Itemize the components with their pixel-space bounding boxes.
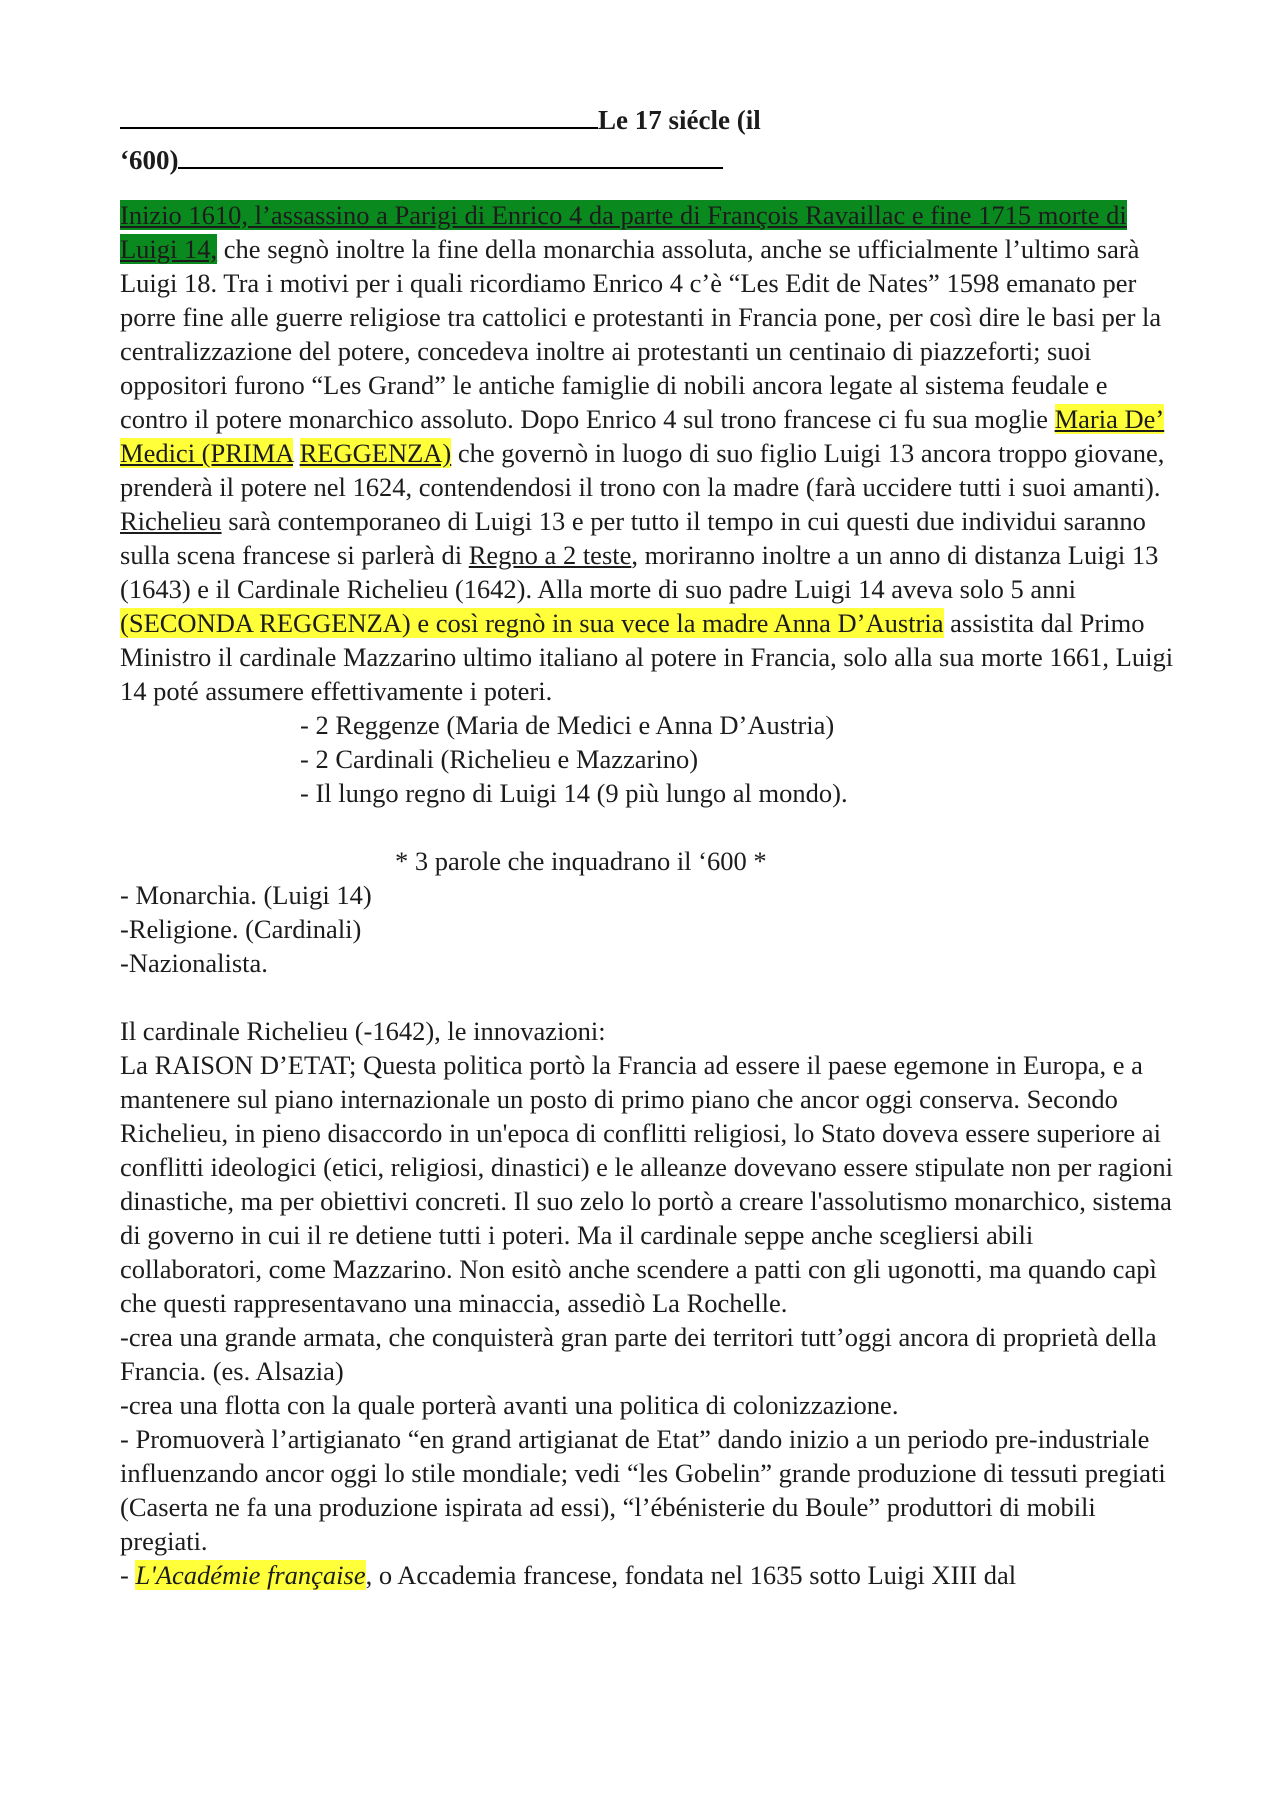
green-highlight-start: Inizio 1610, l’assassino a Parigi di Enrico 4 da parte di François Ravaillac e fine bbox=[120, 200, 979, 230]
three-words-item: -Religione. (Cardinali) bbox=[120, 914, 362, 944]
armata-item: -crea una grande armata, che conquisterà gran parte dei territori tutt’oggi ancora di proprietà della Francia. (es. Alsazia) bbox=[120, 1322, 1157, 1386]
intro-text-2: che governò in luogo di suo figlio Luigi 13 ancora troppo giovane, prenderà il potere nel 1624, contendendosi il trono con la madre (farà uccidere tutti i suoi amanti). bbox=[120, 438, 1165, 502]
intro-space bbox=[293, 438, 300, 468]
intro-text-3: sarà contemporaneo di Luigi 13 e per tutto il tempo in cui questi due individui saranno sulla scena francese si parlerà di bbox=[120, 506, 1146, 570]
yellow-highlight-maria: Maria De’ Medici (PRIMA bbox=[120, 404, 1165, 468]
yellow-highlight-reggenza: REGGENZA) bbox=[299, 438, 452, 468]
green-highlight-year: 1715 bbox=[978, 200, 1032, 230]
richelieu-heading: Il cardinale Richelieu (-1642), le innovazioni: bbox=[120, 1016, 606, 1046]
academie-rest: , o Accademia francese, fondata nel 1635 sotto Luigi XIII dal bbox=[365, 1560, 1017, 1590]
three-words-item: -Nazionalista. bbox=[120, 948, 268, 978]
raison-paragraph: La RAISON D’ETAT; Questa politica portò la Francia ad essere il paese egemone in Europa, e a mantenere sul piano internazionale un posto di primo piano che ancor oggi conserva. Secondo Richelieu, in pieno disaccordo in un'epoca di conflitti religiosi, lo Stato doveva essere superiore ai conflitti ideologici (etici, religiosi, dinastici) e le alleanze dovevano essere stipulate non per ragioni dinastiche, ma per obiettivi concreti. Il suo zelo lo portò a creare l'assolutismo monarchico, sistema di governo in cui il re detiene tutti i poteri. Ma il cardinale seppe anche scegliersi abili collaboratori, come Mazzarino. Non esitò anche scendere a patti con gli ugonotti, ma quando capì che questi rappresentavano una minaccia, assediò La Rochelle. bbox=[120, 1050, 1174, 1318]
flotta-item: -crea una flotta con la quale porterà avanti una politica di colonizzazione. bbox=[120, 1390, 899, 1420]
document-page bbox=[120, 100, 1180, 1592]
green-highlight-end: morte di Luigi 14, bbox=[120, 200, 1127, 264]
spacer bbox=[120, 980, 1180, 1014]
summary-item: - 2 Cardinali (Richelieu e Mazzarino) bbox=[300, 744, 699, 774]
three-words-item: - Monarchia. (Luigi 14) bbox=[120, 880, 372, 910]
academie-dash: - bbox=[120, 1560, 136, 1590]
spacer bbox=[120, 810, 1180, 844]
summary-item: - Il lungo regno di Luigi 14 (9 più lungo al mondo). bbox=[300, 778, 848, 808]
title-rule-left bbox=[120, 101, 598, 129]
intro-text-4: , moriranno inoltre a un anno di distanza Luigi 13 (1643) e il Cardinale Richelieu (1642). Alla morte di suo padre Luigi 14 aveva solo 5 anni bbox=[120, 540, 1159, 604]
title-line-2: ‘600) bbox=[120, 145, 179, 175]
academie-name: L'Académie française bbox=[135, 1560, 366, 1590]
intro-text-1: che segnò inoltre la fine della monarchia assoluta, anche se ufficialmente l’ultimo sarà Luigi 18. Tra i motivi per i quali ricordiamo Enrico 4 c’è “Les Edit de Nates” 1598 emanato per porre fine alle guerre religiose tra cattolici e protestanti in Francia pone, per così dire le basi per la centralizzazione del potere, concedeva inoltre ai protestanti un centinaio di piazzeforti; suoi oppositori furono “Les Grand” le antiche famiglie di nobili ancora legate al sistema feudale e contro il potere monarchico assoluto. Dopo Enrico 4 sul trono francese ci fu sua moglie bbox=[120, 234, 1162, 434]
yellow-highlight-seconda: (SECONDA REGGENZA) e così regnò in sua vece la madre Anna D’Austria bbox=[120, 608, 944, 638]
intro-text-5: assistita dal Primo Ministro il cardinale Mazzarino ultimo italiano al potere in Francia, solo alla sua morte 1661, Luigi 14 poté assumere effettivamente i poteri. bbox=[120, 608, 1174, 706]
title-line-1: Le 17 siécle (il bbox=[598, 105, 761, 135]
three-words-heading: * 3 parole che inquadrano il ‘600 * bbox=[395, 846, 767, 876]
academie-item bbox=[120, 1558, 1180, 1592]
intro-paragraph bbox=[120, 198, 1180, 708]
summary-item: - 2 Reggenze (Maria de Medici e Anna D’Austria) bbox=[300, 710, 835, 740]
underline-regno: Regno a 2 teste bbox=[468, 540, 632, 570]
document-title bbox=[120, 100, 1180, 180]
artigianato-item: - Promuoverà l’artigianato “en grand artigianat de Etat” dando inizio a un periodo pre-industriale influenzando ancor oggi lo stile mondiale; vedi “les Gobelin” grande produzione di tessuti pregiati (Caserta ne fa una produzione ispirata ad essi), “l’ébénisterie du Boule” produttori di mobili pregiati. bbox=[120, 1424, 1166, 1556]
title-rule-right bbox=[178, 141, 723, 169]
underline-richelieu: Richelieu bbox=[120, 506, 222, 536]
